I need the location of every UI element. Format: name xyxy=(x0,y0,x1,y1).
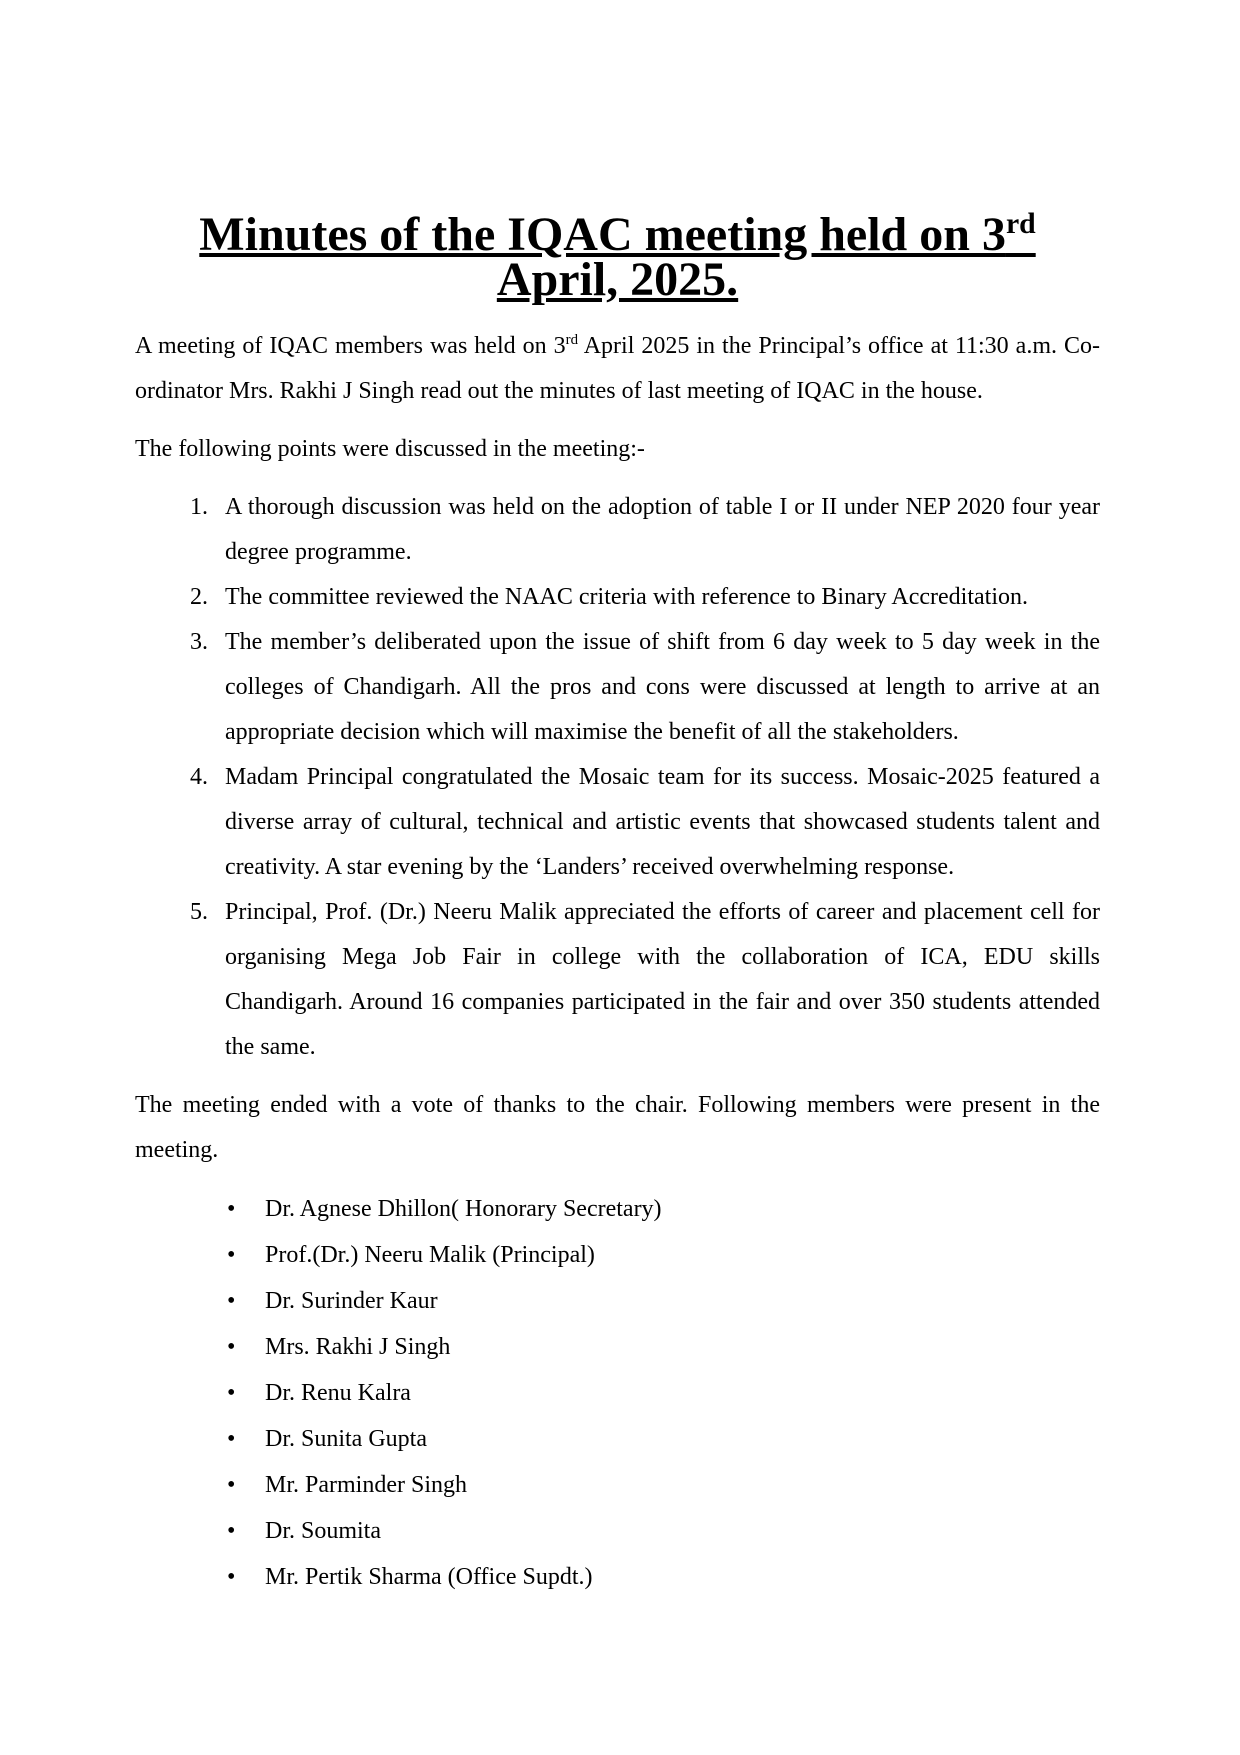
member-item-1-text: Dr. Agnese Dhillon( Honorary Secretary) xyxy=(265,1196,662,1222)
bullet-icon: • xyxy=(227,1380,236,1406)
bullet-icon: • xyxy=(227,1564,236,1590)
bullet-icon: • xyxy=(227,1472,236,1498)
numbered-point-2 xyxy=(135,575,1100,620)
closing-paragraph: The meeting ended with a vote of thanks to the chair. Following members were present in the meeting. xyxy=(135,1092,1100,1163)
numbered-point-5 xyxy=(135,890,1100,1070)
member-item-3-text: Dr. Surinder Kaur xyxy=(265,1288,438,1314)
bullet-icon: • xyxy=(227,1518,236,1544)
intro-text-end: April 2025 in the Principal’s office at 11:30 a.m. Co-ordinator Mrs. Rakhi J Singh read out the minutes of last meeting of IQAC in the house. xyxy=(135,333,1100,404)
member-item-7-text: Mr. Parminder Singh xyxy=(265,1472,467,1498)
numbered-point-3-marker: 3. xyxy=(190,629,208,655)
bullet-icon: • xyxy=(227,1196,236,1222)
member-item-2 xyxy=(135,1232,1100,1278)
numbered-point-2-text: The committee reviewed the NAAC criteria with reference to Binary Accreditation. xyxy=(225,584,1029,610)
member-item-8-text: Dr. Soumita xyxy=(265,1518,382,1544)
numbered-point-3 xyxy=(135,620,1100,755)
member-item-2-text: Prof.(Dr.) Neeru Malik (Principal) xyxy=(265,1242,595,1268)
numbered-point-5-text: Principal, Prof. (Dr.) Neeru Malik appreciated the efforts of career and placement cell for organising Mega Job Fair in college with the collaboration of ICA, EDU skills Chandigarh. Around 16 companies participated in the fair and over 350 students attended the same. xyxy=(225,899,1100,1060)
numbered-point-2-marker: 2. xyxy=(190,584,208,610)
member-item-3 xyxy=(135,1278,1100,1324)
intro-paragraph xyxy=(135,324,1100,414)
member-item-5-text: Dr. Renu Kalra xyxy=(265,1380,411,1406)
numbered-point-1-text: A thorough discussion was held on the adoption of table I or II under NEP 2020 four year degree programme. xyxy=(225,494,1100,565)
bullet-icon: • xyxy=(227,1242,236,1268)
member-item-9-text: Mr. Pertik Sharma (Office Supdt.) xyxy=(265,1564,593,1590)
points-heading: The following points were discussed in the meeting:- xyxy=(135,436,645,462)
numbered-point-4-marker: 4. xyxy=(190,764,208,790)
member-item-8 xyxy=(135,1508,1100,1554)
member-item-7 xyxy=(135,1462,1100,1508)
member-item-4-text: Mrs. Rakhi J Singh xyxy=(265,1334,451,1360)
numbered-point-4 xyxy=(135,755,1100,890)
title-ordinal-superscript: rd xyxy=(1005,207,1036,240)
numbered-point-3-text: The member’s deliberated upon the issue of shift from 6 day week to 5 day week in the colleges of Chandigarh. All the pros and cons were discussed at length to arrive at an appropriate decision which will maximise the benefit of all the stakeholders. xyxy=(225,629,1100,745)
title-text-end: April, 2025. xyxy=(496,253,739,306)
intro-text-start: A meeting of IQAC members was held on 3 xyxy=(135,333,566,359)
document-title xyxy=(135,207,1100,306)
member-item-1 xyxy=(135,1186,1100,1232)
numbered-point-1-marker: 1. xyxy=(190,494,208,520)
title-text-start: Minutes of the IQAC meeting held on 3 xyxy=(199,208,1006,261)
intro-ordinal-superscript: rd xyxy=(565,332,579,348)
numbered-point-4-text: Madam Principal congratulated the Mosaic team for its success. Mosaic-2025 featured a diverse array of cultural, technical and artistic events that showcased students talent and creativity. A star evening by the ‘Landers’ received overwhelming response. xyxy=(225,764,1100,880)
members-list xyxy=(135,1186,1100,1600)
member-item-9 xyxy=(135,1554,1100,1600)
bullet-icon: • xyxy=(227,1288,236,1314)
member-item-4 xyxy=(135,1324,1100,1370)
numbered-points-list xyxy=(135,485,1100,1070)
member-item-5 xyxy=(135,1370,1100,1416)
bullet-icon: • xyxy=(227,1426,236,1452)
bullet-icon: • xyxy=(227,1334,236,1360)
numbered-point-5-marker: 5. xyxy=(190,899,208,925)
member-item-6 xyxy=(135,1416,1100,1462)
member-item-6-text: Dr. Sunita Gupta xyxy=(265,1426,427,1452)
numbered-point-1 xyxy=(135,485,1100,575)
